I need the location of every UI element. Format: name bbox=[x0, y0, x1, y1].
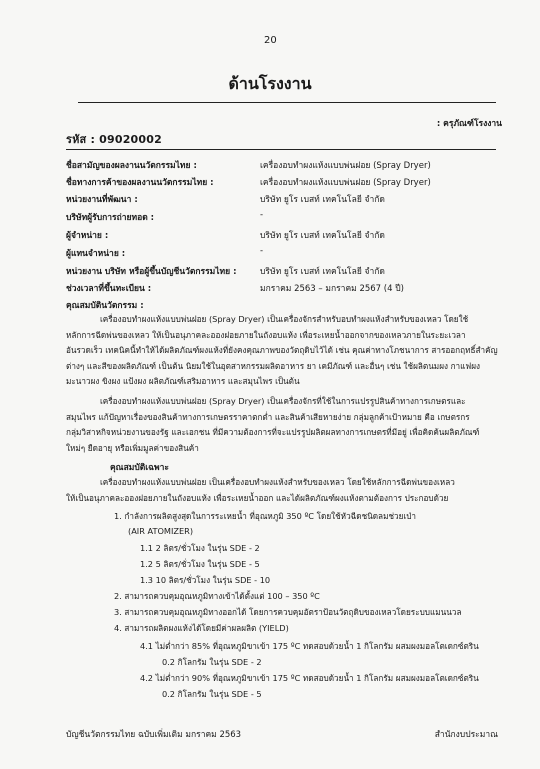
field-label-common-name: ชื่อสามัญของผลงานนวัตกรรมไทย : bbox=[66, 161, 197, 171]
paragraph-line: อันรวดเร็ว เทคนิคนี้ทำให้ได้ผลิตภัณฑ์ผงแห้งที่ยังคงคุณภาพของวัตถุดิบไว้ได้ เช่น คุณค่าทางโภชนาการ สารออกฤทธิ์สำคัญ bbox=[66, 345, 498, 355]
field-label-sales-agent: ผู้แทนจำหน่าย : bbox=[66, 249, 126, 259]
spec-item-4-1-cont: 0.2 กิโลกรัม ในรุ่น SDE - 2 bbox=[162, 657, 262, 667]
field-value-trade-name: เครื่องอบทำผงแห้งแบบพ่นฝอย (Spray Dryer) bbox=[260, 178, 431, 188]
field-label-registration-period: ช่วงเวลาที่ขึ้นทะเบียน : bbox=[66, 284, 152, 294]
paragraph-line: สมุนไพร แก้ปัญหาเรื่องของสินค้าทางการเกษตรราคาตกต่ำ และสินค้าเสียหายง่าย กลุ่มลูกค้าเป้าหมาย คือ เกษตรกร bbox=[66, 411, 470, 422]
field-value-sales-agent: - bbox=[260, 246, 264, 256]
field-label-licensee: บริษัทผู้รับการถ่ายทอด : bbox=[66, 213, 155, 223]
spec-item-4-1: 4.1 ไม่ต่ำกว่า 85% ที่อุณหภูมิขาเข้า 175 ºC ทดสอบด้วยน้ำ 1 กิโลกรัม ผสมผงมอลโตเดกซ์ตริน bbox=[140, 641, 479, 651]
field-value-registration-period: มกราคม 2563 – มกราคม 2567 (4 ปี) bbox=[260, 284, 404, 294]
spec-item-4-2-cont: 0.2 กิโลกรัม ในรุ่น SDE - 5 bbox=[162, 689, 262, 699]
field-value-developer: บริษัท ยูโร เบสท์ เทคโนโลยี จำกัด bbox=[260, 195, 385, 205]
spec-item-1: 1. กำลังการผลิตสูงสุดในการระเหยน้ำ ที่อุณหภูมิ 350 ºC โดยใช้หัวฉีดชนิดลมช่วยเป่า bbox=[114, 511, 417, 521]
description-paragraph-1 bbox=[66, 312, 500, 390]
paragraph-line: หลักการฉีดพ่นของเหลว ให้เป็นอนุภาคละอองฝอยภายในถังอบแห้ง เพื่อระเหยน้ำออกจากของเหลวภายในระยะเวลา bbox=[66, 329, 466, 340]
paragraph-line: เครื่องอบทำผงแห้งแบบพ่นฝอย เป็นเครื่องอบทำผงแห้งสำหรับของเหลว โดยใช้หลักการฉีดพ่นของเหลว bbox=[100, 477, 455, 487]
page-title: ด้านโรงงาน bbox=[228, 74, 312, 93]
paragraph-line: เครื่องอบทำผงแห้งแบบพ่นฝอย (Spray Dryer) เป็นเครื่องจักรสำหรับอบทำผงแห้งสำหรับของเหลว โดยใช้ bbox=[100, 314, 469, 324]
spec-item-1-3: 1.3 10 ลิตร/ชั่วโมง ในรุ่น SDE - 10 bbox=[140, 575, 271, 585]
footer-left: บัญชีนวัตกรรมไทย ฉบับเพิ่มเติม มกราคม 2563 bbox=[66, 730, 242, 740]
field-label-registrant: หน่วยงาน บริษัท หรือผู้ขึ้นบัญชีนวัตกรรมไทย : bbox=[66, 267, 237, 277]
paragraph-line: มะนาวผง ขิงผง แป้งผง ผลิตภัณฑ์เสริมอาหาร และสมุนไพร เป็นต้น bbox=[66, 376, 300, 386]
code-divider bbox=[66, 149, 496, 150]
title-divider bbox=[78, 102, 496, 103]
category-label: : ครุภัณฑ์โรงงาน bbox=[436, 119, 502, 129]
item-code: รหัส : 09020002 bbox=[66, 133, 162, 146]
field-label-distributor: ผู้จำหน่าย : bbox=[66, 231, 109, 241]
paragraph-line: ต่างๆ และสีของผลิตภัณฑ์ เป็นต้น นิยมใช้ในอุตสาหกรรมผลิตอาหาร ยา เคมีภัณฑ์ และอื่นๆ เช่น ใช้ผลิตนมผง กาแฟผง bbox=[66, 360, 481, 371]
spec-item-3: 3. สามารถควบคุมอุณหภูมิทางออกได้ โดยการควบคุมอัตราป้อนวัตถุดิบของเหลวโดยระบบแมนนวล bbox=[114, 607, 462, 617]
spec-item-1-cont: (AIR ATOMIZER) bbox=[128, 526, 194, 536]
spec-item-4-2: 4.2 ไม่ต่ำกว่า 90% ที่อุณหภูมิขาเข้า 175 ºC ทดสอบด้วยน้ำ 1 กิโลกรัม ผสมผงมอลโตเดกซ์ตริน bbox=[140, 673, 479, 683]
paragraph-line: ใหม่ๆ ยืดอายุ หรือเพิ่มมูลค่าของสินค้า bbox=[66, 442, 199, 453]
field-label-developer: หน่วยงานที่พัฒนา : bbox=[66, 195, 138, 205]
field-label-innovation-properties: คุณสมบัตินวัตกรรม : bbox=[66, 301, 144, 311]
footer-right: สำนักงบประมาณ bbox=[434, 730, 498, 740]
spec-item-1-2: 1.2 5 ลิตร/ชั่วโมง ในรุ่น SDE - 5 bbox=[140, 559, 260, 569]
field-value-distributor: บริษัท ยูโร เบสท์ เทคโนโลยี จำกัด bbox=[260, 231, 385, 241]
field-value-licensee: - bbox=[260, 210, 264, 220]
spec-item-1-1: 1.1 2 ลิตร/ชั่วโมง ในรุ่น SDE - 2 bbox=[140, 543, 260, 553]
page-number: 20 bbox=[264, 35, 277, 46]
paragraph-line: กลุ่มวิสาหกิจหน่วยงานของรัฐ และเอกชน ที่มีความต้องการที่จะแปรรูปผลิตผลทางการเกษตรที่มีอยู่ เพื่อคิดค้นผลิตภัณฑ์ bbox=[66, 427, 480, 437]
paragraph-line: ให้เป็นอนุภาคละอองฝอยภายในถังอบแห้ง เพื่อระเหยน้ำออก และได้ผลิตภัณฑ์ผงแห้งตามต้องการ ประกอบด้วย bbox=[66, 492, 449, 503]
spec-item-2: 2. สามารถควบคุมอุณหภูมิทางเข้าได้ตั้งแต่ 100 – 350 ºC bbox=[114, 591, 320, 601]
paragraph-line: เครื่องอบทำผงแห้งแบบพ่นฝอย (Spray Dryer) เป็นเครื่องจักรที่ใช้ในการแปรรูปสินค้าทางการเกษตรและ bbox=[100, 396, 466, 406]
field-value-registrant: บริษัท ยูโร เบสท์ เทคโนโลยี จำกัด bbox=[260, 267, 385, 277]
field-value-common-name: เครื่องอบทำผงแห้งแบบพ่นฝอย (Spray Dryer) bbox=[260, 161, 431, 171]
spec-item-4: 4. สามารถผลิตผงแห้งได้โดยมีค่าผลผลิต (YIELD) bbox=[114, 623, 289, 633]
field-label-trade-name: ชื่อทางการค้าของผลงานนวัตกรรมไทย : bbox=[66, 178, 214, 188]
spec-heading: คุณสมบัติเฉพาะ bbox=[110, 463, 169, 473]
spec-intro bbox=[66, 475, 500, 506]
description-paragraph-2 bbox=[66, 394, 500, 456]
